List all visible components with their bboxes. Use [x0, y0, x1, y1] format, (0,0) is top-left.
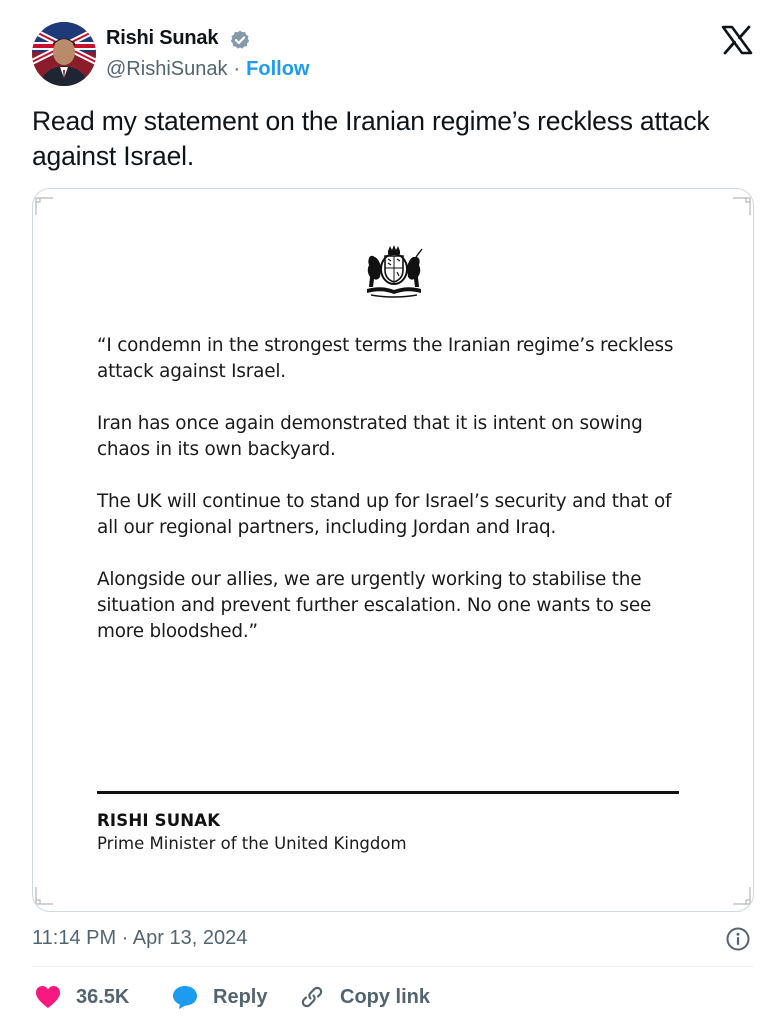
- author-avatar[interactable]: [32, 22, 96, 86]
- signature-divider: [97, 791, 679, 794]
- like-count: 36.5K: [76, 985, 130, 1008]
- reply-label: Reply: [213, 985, 268, 1008]
- royal-coat-of-arms-icon: [361, 243, 427, 299]
- actions-divider: [32, 966, 754, 967]
- statement-paragraph: The UK will continue to stand up for Israel’s security and that of all our regional partners, including Jordan and Iraq.: [97, 491, 672, 538]
- copy-link-button[interactable]: [298, 980, 430, 1014]
- corner-ornament: [33, 195, 55, 217]
- statement-image[interactable]: [32, 188, 754, 912]
- corner-ornament: [33, 885, 55, 907]
- handle-row: [106, 58, 309, 81]
- info-icon[interactable]: [725, 926, 751, 952]
- corner-ornament: [731, 195, 753, 217]
- like-button[interactable]: [34, 980, 129, 1014]
- signature-name: RISHI SUNAK: [97, 811, 221, 830]
- tweet-text: Read my statement on the Iranian regime’s reckless attack against Israel.: [32, 106, 710, 171]
- statement-paragraph: Alongside our allies, we are urgently working to stabilise the situation and prevent further escalation. No one wants to see more bloodshed.”: [97, 569, 652, 642]
- corner-ornament: [731, 885, 753, 907]
- timestamp[interactable]: 11:14 PM · Apr 13, 2024: [32, 927, 248, 949]
- separator-dot: ·: [233, 58, 241, 80]
- reply-button[interactable]: [171, 980, 267, 1014]
- author-name[interactable]: Rishi Sunak: [106, 27, 219, 49]
- statement-body: [97, 333, 697, 671]
- speech-bubble-icon: [171, 984, 199, 1010]
- heart-icon: [34, 984, 62, 1010]
- statement-paragraph: “I condemn in the strongest terms the Iranian regime’s reckless attack against Israel.: [97, 335, 674, 382]
- signature-title: Prime Minister of the United Kingdom: [97, 834, 407, 853]
- follow-link[interactable]: Follow: [246, 58, 310, 80]
- link-icon: [298, 983, 326, 1011]
- statement-paragraph: Iran has once again demonstrated that it is intent on sowing chaos in its own backyard.: [97, 413, 643, 460]
- x-logo-icon[interactable]: [721, 25, 753, 55]
- verified-badge-icon: [229, 29, 251, 51]
- copy-link-label: Copy link: [340, 985, 431, 1008]
- author-handle[interactable]: @RishiSunak: [106, 58, 228, 80]
